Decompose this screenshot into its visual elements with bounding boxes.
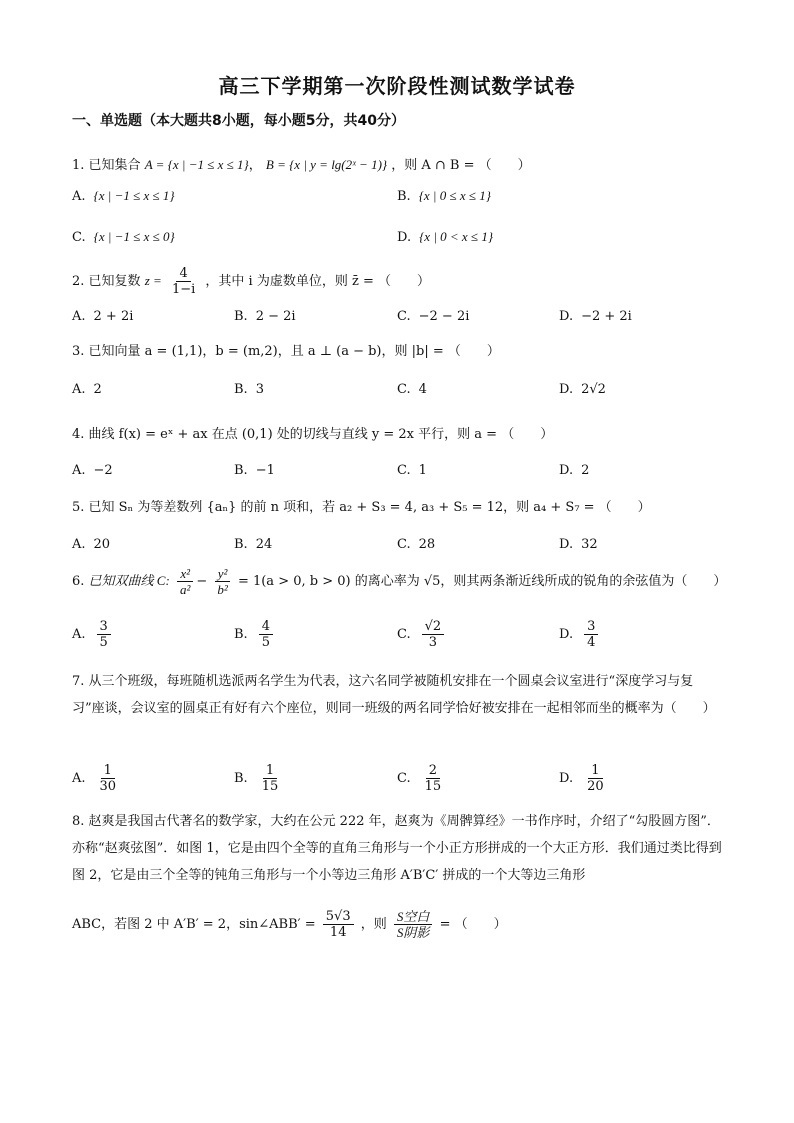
option-d[interactable]: D. 2 <box>559 462 590 478</box>
question-text: ，则 A ∩ B = （ ） <box>391 158 531 173</box>
option-c[interactable]: C. $\frac{2}{15}$ <box>397 762 442 794</box>
option-a[interactable]: A. 2 + 2i <box>72 308 134 324</box>
question-text: 已知双曲线 C: <box>88 573 170 588</box>
question-text: 曲线 f(x) = eˣ + ax 在点 (0,1) 处的切线与直线 y = 2x 平行，则 a = （ ） <box>88 427 554 442</box>
option-a[interactable]: A. −2 <box>72 462 113 478</box>
option-c[interactable]: C. 4 <box>397 381 427 397</box>
options-q4 <box>72 450 732 490</box>
question-number: 6. <box>72 574 85 589</box>
option-d[interactable]: D. 32 <box>559 536 598 552</box>
option-a[interactable]: A. 20 <box>72 536 111 552</box>
question-text: 已知复数 <box>88 274 141 289</box>
option-d[interactable]: D. $\frac{1}{20}$ <box>559 762 604 794</box>
option-b[interactable]: B. $\frac{1}{15}$ <box>234 762 279 794</box>
question-number: 4. <box>72 427 85 442</box>
option-a[interactable]: A. $\frac{3}{5}$ <box>72 614 114 654</box>
option-b[interactable]: B. {x | 0 ≤ x ≤ 1} <box>397 188 491 204</box>
question-text: = （ ） <box>439 917 507 932</box>
option-d[interactable]: D. −2 + 2i <box>559 308 632 324</box>
question-4 <box>72 425 553 445</box>
options-q6 <box>72 614 732 654</box>
question-text: 已知向量 a = (1,1)，b = (m,2)，且 a ⊥ (a − b)，则 |b| = （ ） <box>88 344 500 359</box>
options-q7 <box>72 758 732 798</box>
question-2 <box>72 266 430 297</box>
question-6: 6. 已知双曲线 C: $\frac{\text{x²}}{\text{a²}}$ − $\frac{\text{y²}}{\text{b²}}$ = 1(a > 0, b > 0) 的离心率为 √5，则其两条渐近线所成的锐角的余弦值为（ ） <box>72 566 727 597</box>
question-8 <box>72 808 722 889</box>
question-text: 赵爽是我国古代著名的数学家，大约在公元 222 年，赵爽为《周髀算经》一书作序时，介绍了“勾股圆方图”．亦称“赵爽弦图”．如图 1，它是由四个全等的直角三角形与一个小正方形拼成的一个大正方形．我们通过类比得到图 2，它是由三个全等的钝角三角形与一个小等边三角形 A′B′C′ 拼成的一个大等边三角形 <box>72 814 722 883</box>
question-number: 7. <box>72 674 85 689</box>
option-a[interactable]: A. {x | −1 ≤ x ≤ 1} <box>72 188 175 204</box>
set-b: B = {x | y = lg(2ˣ − 1)} <box>265 157 388 172</box>
question-8-tail <box>72 908 507 942</box>
option-b[interactable]: B. −1 <box>234 462 275 478</box>
options-q5 <box>72 524 732 564</box>
option-c[interactable]: C. 28 <box>397 536 436 552</box>
option-b[interactable]: B. $\frac{4}{5}$ <box>234 614 276 654</box>
fraction-sin: $\frac{5√3}{14}$ <box>323 909 354 940</box>
option-c[interactable]: C. 1 <box>397 462 427 478</box>
question-number: 5. <box>72 500 85 515</box>
option-a[interactable]: A. 2 <box>72 381 102 397</box>
question-number: 3. <box>72 344 85 359</box>
question-text: 从三个班级，每班随机选派两名学生为代表，这六名同学被随机安排在一个圆桌会议室进行“深度学习与复习”座谈，会议室的圆桌正有好有六个座位，则同一班级的两名同学恰好被安排在一起相邻而坐的概率为（ ） <box>72 674 716 716</box>
option-c[interactable]: C. $\frac{√2}{3}$ <box>397 614 447 654</box>
fraction-y: $\frac{\text{y²}}{\text{b²}}$ <box>214 566 230 597</box>
options-q1-row2 <box>72 217 732 257</box>
fraction-x: $\frac{\text{x²}}{\text{a²}}$ <box>177 566 193 597</box>
question-text: = 1(a > 0, b > 0) 的离心率为 √5，则其两条渐近线所成的锐角的余弦值为（ ） <box>237 574 727 589</box>
question-number: 1. <box>72 158 85 173</box>
fraction: $\frac{4}{1-i}$ <box>171 266 196 297</box>
question-7 <box>72 668 722 722</box>
section-heading: 一、单选题（本大题共8小题，每小题5分，共40分） <box>72 113 405 129</box>
option-b[interactable]: B. 3 <box>234 381 264 397</box>
question-number: 8. <box>72 814 85 829</box>
options-q2 <box>72 296 732 336</box>
question-number: 2. <box>72 274 85 289</box>
option-b[interactable]: B. 2 − 2i <box>234 308 296 324</box>
options-q1 <box>72 176 732 216</box>
option-d[interactable]: D. {x | 0 < x ≤ 1} <box>397 229 494 245</box>
question-text: ，其中 i 为虚数单位，则 z̄ = （ ） <box>205 274 430 289</box>
question-text: 已知 Sₙ 为等差数列 {aₙ} 的前 n 项和，若 a₂ + S₃ = 4, a₃ + S₅ = 12，则 a₄ + S₇ = （ ） <box>88 500 651 515</box>
option-c[interactable]: C. {x | −1 ≤ x ≤ 0} <box>72 229 175 245</box>
question-text: 已知集合 <box>88 158 141 173</box>
option-a[interactable]: A. $\frac{1}{30}$ <box>72 762 117 794</box>
option-d[interactable]: D. 2√2 <box>559 381 606 397</box>
option-d[interactable]: D. $\frac{3}{4}$ <box>559 614 601 654</box>
question-5 <box>72 498 651 518</box>
question-3 <box>72 342 500 362</box>
options-q3 <box>72 369 732 409</box>
fraction-ratio: $\frac{\text{S空白}}{\text{S阴影}}$ <box>394 909 433 940</box>
option-c[interactable]: C. −2 − 2i <box>397 308 470 324</box>
option-b[interactable]: B. 24 <box>234 536 273 552</box>
question-text: ，则 <box>360 917 387 932</box>
question-text: ABC，若图 2 中 A′B′ = 2，sin∠ABB′ = <box>72 917 316 932</box>
z-lhs: z = <box>144 273 162 288</box>
set-a: A = {x | −1 ≤ x ≤ 1} <box>144 157 249 172</box>
question-1: 1. 已知集合 A = {x | −1 ≤ x ≤ 1}， B = {x | y = lg(2ˣ − 1)} ，则 A ∩ B = （ ） <box>72 157 531 173</box>
page-title: 高三下学期第一次阶段性测试数学试卷 <box>218 74 576 98</box>
